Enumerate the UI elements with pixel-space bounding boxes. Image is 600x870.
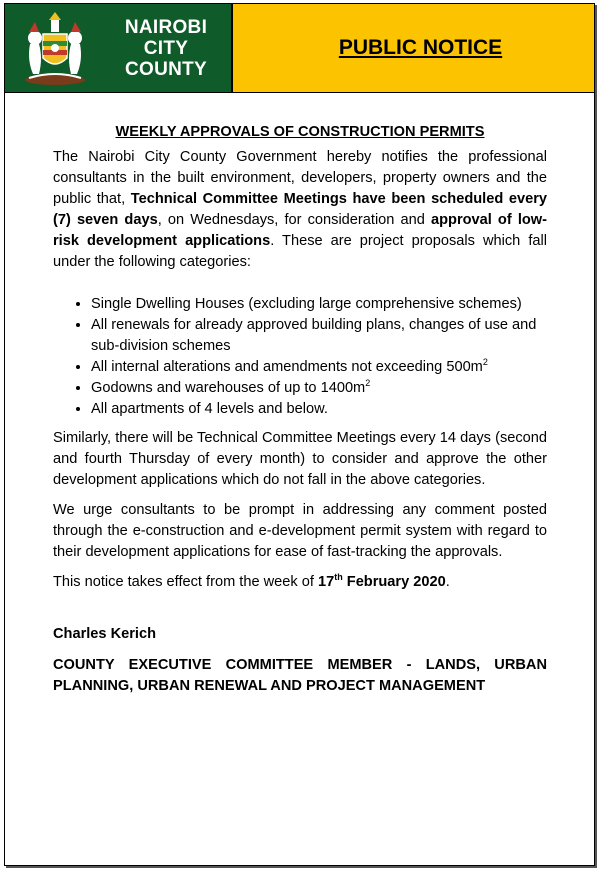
paragraph-two: Similarly, there will be Technical Committee Meetings every 14 days (second and fourth Thursday of every month) to consider and approve the other development applications which do not fall in the above categories. xyxy=(53,430,547,488)
list-item xyxy=(91,378,547,399)
county-name-line2: COUNTY xyxy=(124,58,208,80)
county-crest-icon xyxy=(15,8,95,88)
county-name-line1: NAIROBI CITY xyxy=(124,16,208,59)
list-item xyxy=(91,315,547,357)
category-item-3-sup: 2 xyxy=(482,357,488,368)
category-list xyxy=(53,294,547,420)
intro-bold-2: approval of low-risk development applications xyxy=(53,212,547,249)
category-item-4-sup: 2 xyxy=(365,378,371,389)
county-logo-panel xyxy=(5,4,233,92)
signer-title: COUNTY EXECUTIVE COMMITTEE MEMBER - LANDS, URBAN PLANNING, URBAN RENEWAL AND PROJECT MANAGEMENT xyxy=(53,657,547,694)
notice-page xyxy=(4,3,595,866)
public-notice-title: PUBLIC NOTICE xyxy=(338,36,503,59)
effect-day: 17 xyxy=(317,574,335,590)
intro-text-1: The Nairobi City County Government hereby notifies the professional consultants in the built environment, developers, property owners and the public that, xyxy=(53,149,547,207)
intro-text-2: , on Wednesdays, for consideration and xyxy=(157,212,431,228)
notice-heading: WEEKLY APPROVALS OF CONSTRUCTION PERMITS xyxy=(115,124,485,140)
category-item-1: Single Dwelling Houses (excluding large comprehensive schemes) xyxy=(91,296,522,312)
paragraph-three: We urge consultants to be prompt in addressing any comment posted through the e-construction and e-development permit system with regard to their development applications for ease of fast-tracking the approvals. xyxy=(53,502,547,560)
category-item-4: Godowns and warehouses of up to 1400m xyxy=(91,380,366,396)
effect-text: This notice takes effect from the week of xyxy=(53,574,318,590)
intro-bold-1: Technical Committee Meetings have been scheduled every (7) seven days xyxy=(53,191,548,228)
notice-body xyxy=(53,122,547,697)
intro-paragraph xyxy=(53,147,547,273)
effect-day-sup: th xyxy=(334,572,343,583)
category-item-5: All apartments of 4 levels and below. xyxy=(91,401,328,417)
effective-date-paragraph xyxy=(53,572,547,593)
notice-header xyxy=(5,4,594,93)
county-name xyxy=(101,17,231,80)
effect-end: . xyxy=(445,574,450,590)
intro-text-3: . These are project proposals which fall under the following categories: xyxy=(53,233,547,270)
category-item-3: All internal alterations and amendments not exceeding 500m xyxy=(91,359,483,375)
public-notice-banner xyxy=(233,4,594,92)
effect-month-year: February 2020 xyxy=(342,574,446,590)
category-item-2: All renewals for already approved building plans, changes of use and sub-division schemes xyxy=(91,317,537,354)
signer-name: Charles Kerich xyxy=(53,626,157,642)
list-item xyxy=(91,357,547,378)
list-item xyxy=(91,399,547,420)
list-item xyxy=(91,294,547,315)
effect-date xyxy=(318,574,446,590)
